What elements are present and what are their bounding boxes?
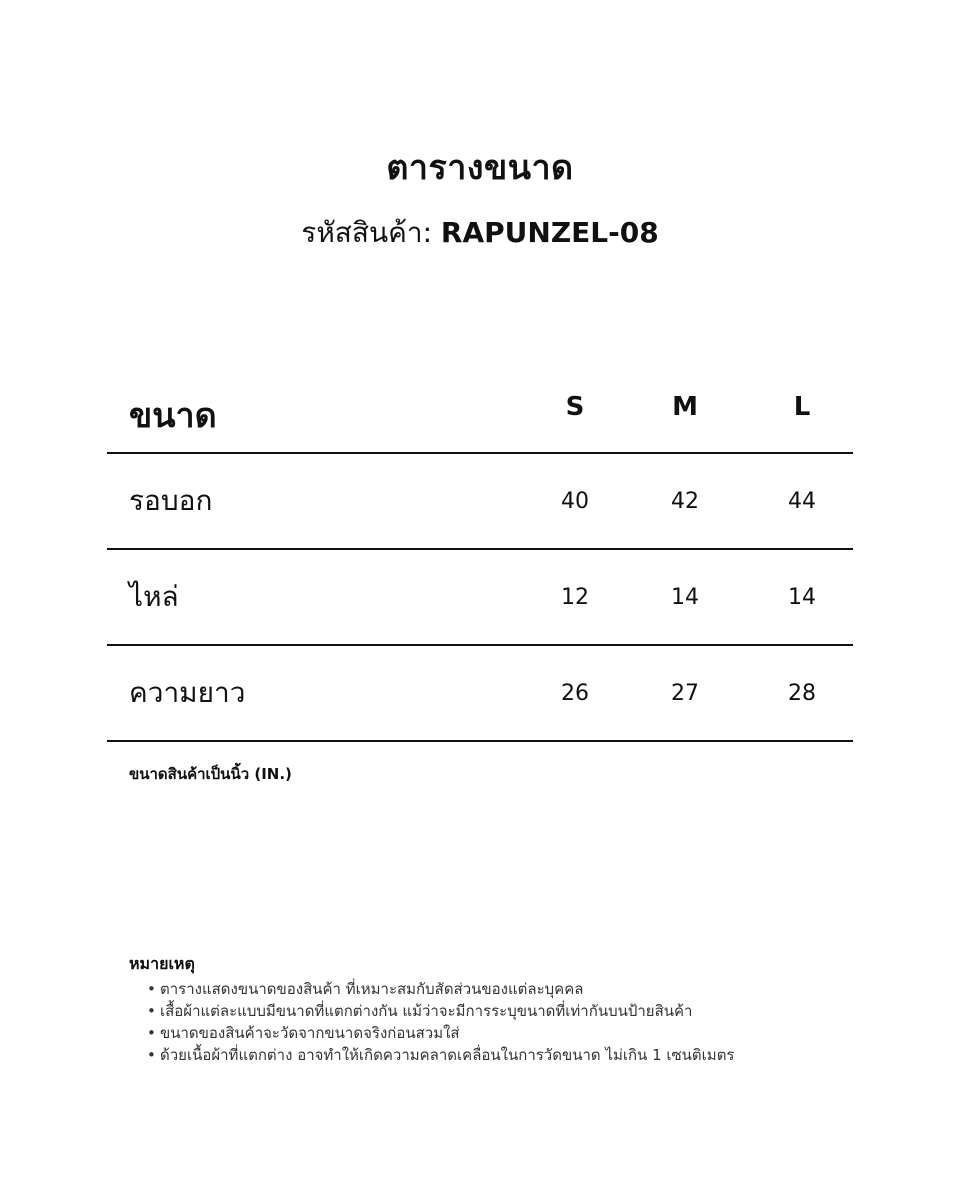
row-label: ไหล่ [129, 580, 179, 613]
size-table [107, 380, 853, 742]
bullet-icon: • [147, 1002, 156, 1020]
column-header-l: L [793, 392, 811, 422]
row-label: ความยาว [129, 676, 246, 709]
row-label: รอบอก [129, 484, 213, 517]
notes-list [129, 978, 735, 1066]
note-item: • ด้วยเนื้อผ้าที่แตกต่าง อาจทำให้เกิดความคลาดเคลื่อนในการวัดขนาด ไม่เกิน 1 เซนติเมตร [147, 1046, 735, 1064]
bullet-icon: • [147, 1046, 156, 1064]
table-row-shoulder [107, 550, 853, 646]
table-row-chest [107, 454, 853, 550]
product-code [0, 214, 960, 252]
product-code-label: รหัสสินค้า: [301, 216, 441, 249]
cell-value: 28 [788, 680, 816, 706]
notes-section [129, 952, 735, 1066]
table-row-length [107, 646, 853, 742]
bullet-icon: • [147, 1024, 156, 1042]
cell-value: 26 [561, 680, 589, 706]
cell-value: 14 [788, 584, 816, 610]
cell-value: 42 [671, 488, 699, 514]
bullet-icon: • [147, 980, 156, 998]
product-code-value: RAPUNZEL-08 [440, 216, 659, 249]
column-header-m: M [672, 392, 698, 422]
note-item: • ขนาดของสินค้าจะวัดจากขนาดจริงก่อนสวมใส่ [147, 1024, 460, 1042]
cell-value: 40 [561, 488, 589, 514]
column-header-size: ขนาด [129, 396, 217, 436]
page-title: ตารางขนาด [386, 148, 574, 188]
cell-value: 27 [671, 680, 699, 706]
unit-note: ขนาดสินค้าเป็นนิ้ว (IN.) [129, 765, 292, 783]
notes-title: หมายเหตุ [129, 954, 195, 973]
cell-value: 44 [788, 488, 816, 514]
cell-value: 12 [561, 584, 589, 610]
note-item: • เสื้อผ้าแต่ละแบบมีขนาดที่แตกต่างกัน แม้ว่าจะมีการระบุขนาดที่เท่ากันบนป้ายสินค้า [147, 1002, 693, 1020]
cell-value: 14 [671, 584, 699, 610]
column-header-s: S [565, 392, 585, 422]
note-item: • ตารางแสดงขนาดของสินค้า ที่เหมาะสมกับสัดส่วนของแต่ละบุคคล [147, 980, 584, 998]
table-header-row [107, 380, 853, 454]
